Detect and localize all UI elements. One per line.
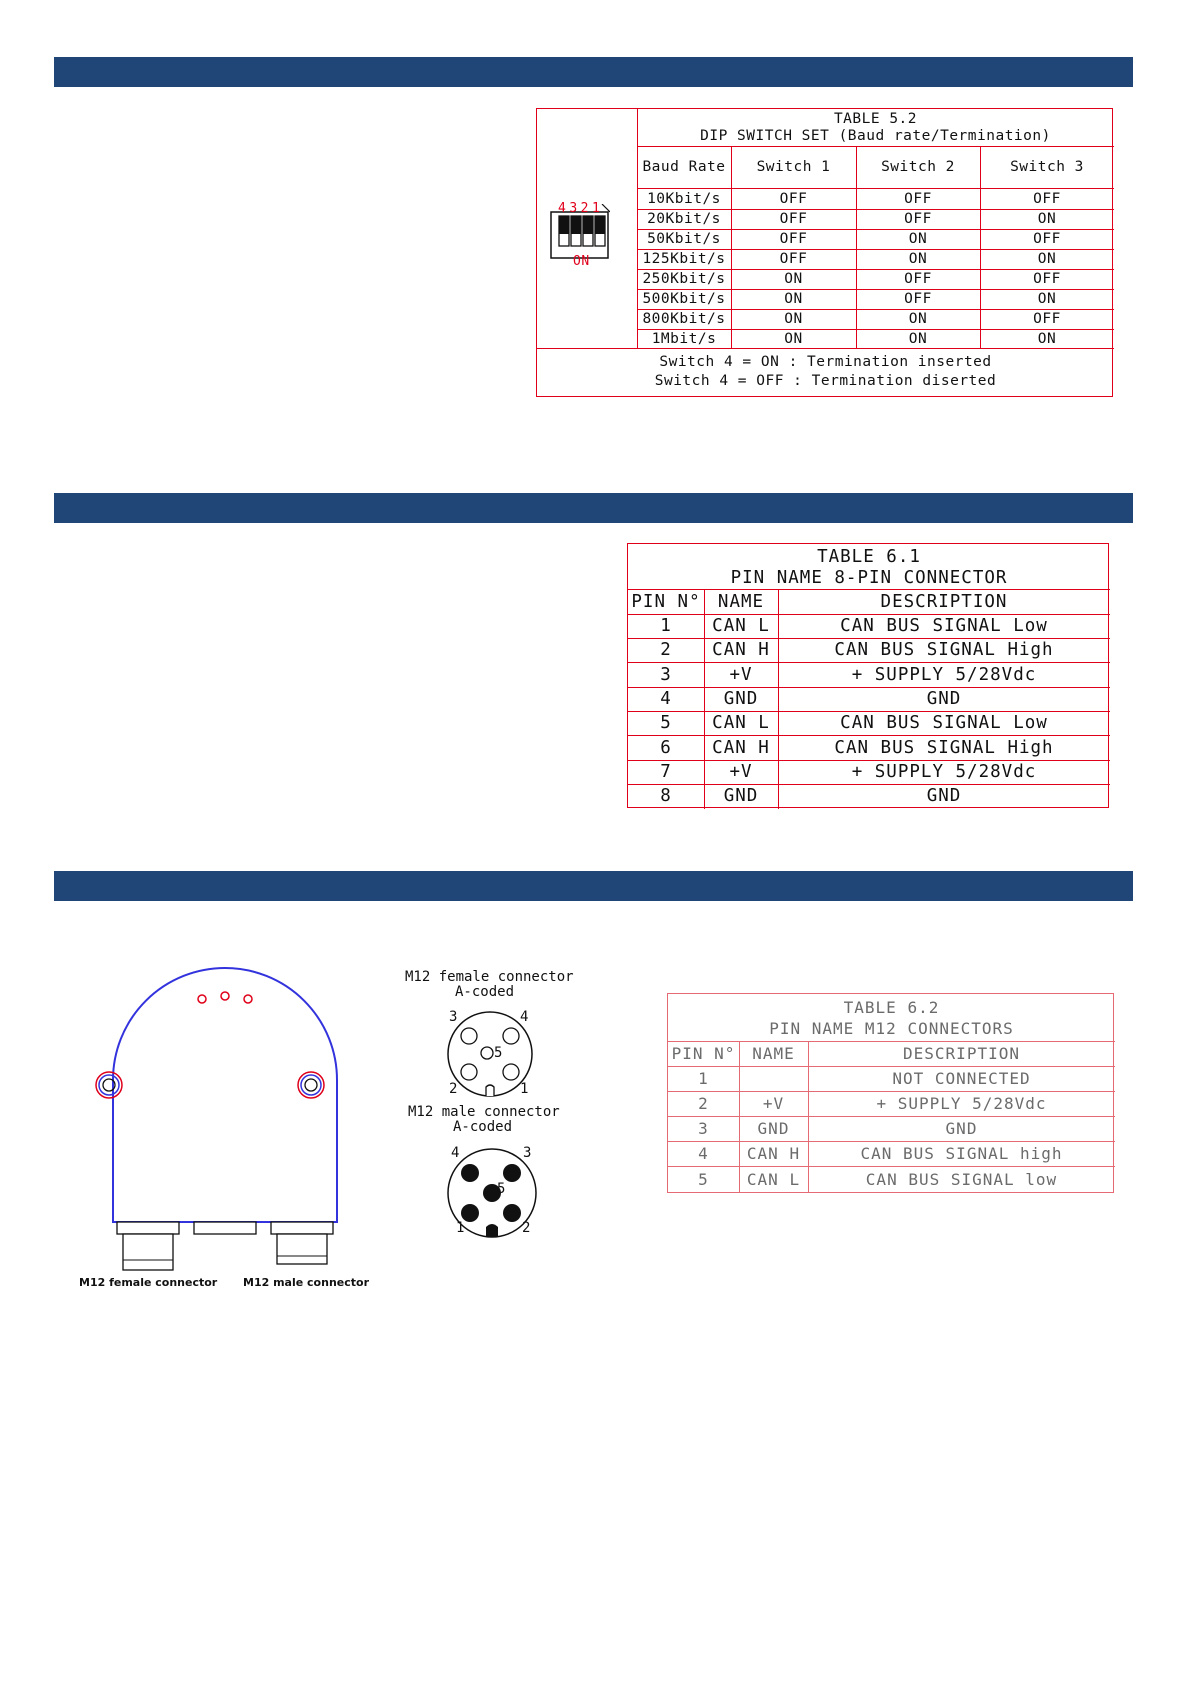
section-header-band-2 (54, 493, 1133, 523)
table-6-1 (627, 543, 1109, 808)
encoder-drawing (75, 960, 375, 1280)
table-cell: GND (926, 689, 962, 709)
table-cell: 2 (698, 1094, 709, 1113)
male-connector-coding: A-coded (453, 1119, 513, 1135)
table-cell: OFF (904, 271, 932, 287)
section-header-band-1 (54, 57, 1133, 87)
table-cell: 800Kbit/s (642, 311, 726, 327)
male-pin-label: 3 (523, 1145, 532, 1161)
table-cell: GND (757, 1119, 790, 1138)
table-cell: OFF (779, 190, 808, 207)
table-cell: ON (784, 330, 803, 347)
column-header: DESCRIPTION (880, 591, 1008, 612)
table-cell: ON (1037, 291, 1057, 307)
table-cell: OFF (904, 190, 932, 207)
table-cell: OFF (779, 211, 808, 227)
table-6-2 (667, 993, 1114, 1193)
female-connector-title: M12 female connector (405, 969, 574, 985)
column-header: Switch 1 (756, 159, 831, 175)
table-subtitle: PIN NAME 8-PIN CONNECTOR (730, 567, 1008, 588)
table-cell: OFF (904, 291, 932, 307)
female-connector-coding: A-coded (455, 984, 515, 1000)
table-cell: ON (908, 251, 928, 267)
encoder-male-label: M12 male connector (243, 1276, 369, 1289)
table-cell: OFF (1033, 271, 1061, 287)
table-cell: 7 (660, 762, 672, 782)
section-header-band-3 (54, 871, 1133, 901)
table-cell: CAN BUS SIGNAL High (834, 640, 1054, 660)
table-cell: OFF (779, 231, 808, 247)
table-cell: 250Kbit/s (642, 271, 726, 287)
table-cell: OFF (1033, 190, 1061, 207)
table-cell: CAN BUS SIGNAL Low (840, 713, 1048, 733)
table-cell: 50Kbit/s (647, 231, 721, 247)
table-cell: ON (908, 330, 928, 347)
table-cell: GND (723, 786, 759, 806)
column-header: PIN N° (671, 1044, 736, 1063)
female-pin-label: 3 (449, 1009, 458, 1025)
table-cell: + SUPPLY 5/28Vdc (851, 664, 1037, 685)
column-header: NAME (717, 591, 765, 612)
table-5-2 (536, 108, 1113, 397)
encoder-female-label: M12 female connector (79, 1276, 218, 1289)
table-cell: OFF (1033, 311, 1061, 327)
table-cell: 20Kbit/s (647, 211, 721, 227)
male-pin-label: 5 (497, 1181, 506, 1197)
table-cell: 4 (698, 1144, 709, 1163)
table-cell: 3 (698, 1119, 709, 1138)
male-connector-title: M12 male connector (408, 1104, 560, 1120)
column-header: NAME (752, 1044, 795, 1063)
table-cell: OFF (904, 211, 932, 227)
table-cell: ON (784, 271, 803, 287)
table-subtitle: DIP SWITCH SET (Baud rate/Termination) (700, 128, 1051, 144)
table-cell: + SUPPLY 5/28Vdc (851, 762, 1037, 782)
table-cell: 5 (660, 713, 672, 733)
table-cell: 4 (660, 689, 672, 709)
table-cell: GND (945, 1119, 978, 1138)
dip-on-label: ON (573, 254, 590, 269)
table-cell: CAN H (712, 640, 770, 660)
table-cell: 125Kbit/s (642, 251, 726, 267)
table-cell: 6 (660, 737, 672, 758)
table-cell: 5 (698, 1169, 709, 1189)
female-pin-label: 4 (520, 1009, 529, 1025)
column-header: Switch 3 (1010, 159, 1084, 175)
column-header: Baud Rate (642, 159, 726, 175)
table-cell: +V (729, 664, 753, 685)
table-cell: CAN L (712, 616, 770, 636)
column-header: PIN N° (631, 591, 701, 612)
table-cell: ON (1037, 330, 1057, 347)
table-cell: + SUPPLY 5/28Vdc (876, 1094, 1047, 1113)
dip-switch-numbers: 4 3 2 1 (558, 201, 601, 216)
table-cell: 1Mbit/s (651, 330, 717, 347)
table-footer-line: Switch 4 = ON : Termination inserted (659, 353, 992, 370)
table-cell: 1 (660, 616, 672, 636)
table-cell: CAN BUS SIGNAL High (834, 737, 1054, 758)
table-cell: +V (729, 762, 753, 782)
table-cell: CAN L (746, 1169, 801, 1189)
female-pin-label: 1 (520, 1081, 529, 1097)
table-cell: GND (926, 786, 962, 806)
table-cell: CAN H (746, 1144, 801, 1163)
table-cell: 10Kbit/s (647, 190, 721, 207)
table-cell: 500Kbit/s (642, 291, 726, 307)
table-title: TABLE 6.2 (843, 998, 940, 1017)
female-pin-label: 2 (449, 1081, 458, 1097)
female-pin-label: 5 (494, 1045, 503, 1061)
table-cell: CAN H (712, 737, 770, 758)
table-cell: +V (762, 1094, 785, 1113)
table-cell: ON (1037, 251, 1057, 267)
male-pin-label: 4 (451, 1145, 460, 1161)
table-cell: ON (908, 231, 928, 247)
male-pin-label: 1 (456, 1220, 465, 1236)
table-cell: CAN BUS SIGNAL low (865, 1169, 1058, 1189)
table-title: TABLE 5.2 (833, 111, 918, 127)
table-cell: 2 (660, 640, 672, 660)
column-header: DESCRIPTION (903, 1044, 1020, 1063)
table-cell: CAN L (712, 713, 770, 733)
column-header: Switch 2 (881, 159, 955, 175)
table-cell: 8 (660, 786, 672, 806)
table-cell: ON (784, 311, 803, 327)
table-cell: 3 (660, 664, 672, 685)
table-cell: 1 (698, 1069, 709, 1088)
table-cell: OFF (1033, 231, 1061, 247)
table-cell: CAN BUS SIGNAL high (860, 1144, 1063, 1163)
table-cell: ON (908, 311, 928, 327)
table-cell: OFF (779, 251, 808, 267)
table-cell: ON (784, 291, 803, 307)
table-cell: ON (1037, 211, 1057, 227)
table-cell: NOT CONNECTED (892, 1069, 1031, 1088)
table-footer-line: Switch 4 = OFF : Termination diserted (654, 372, 997, 389)
table-cell (739, 1066, 808, 1091)
table-title: TABLE 6.1 (817, 546, 921, 567)
table-subtitle: PIN NAME M12 CONNECTORS (769, 1019, 1014, 1038)
table-cell: CAN BUS SIGNAL Low (840, 616, 1048, 636)
male-pin-label: 2 (522, 1220, 531, 1236)
table-cell: GND (723, 689, 759, 709)
